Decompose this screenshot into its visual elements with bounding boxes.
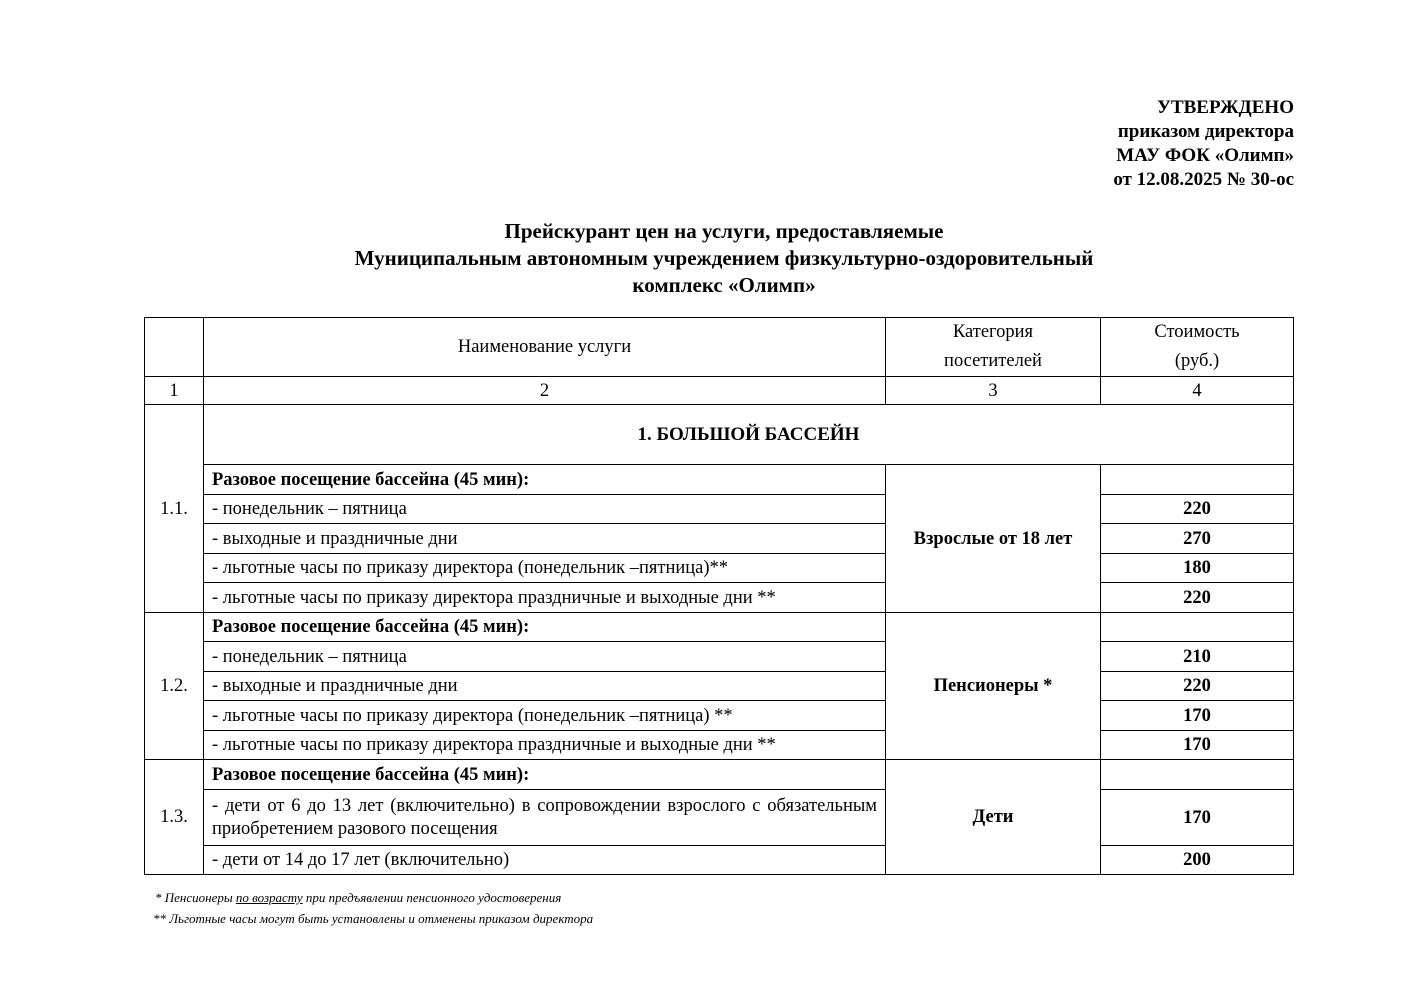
header-cost bbox=[1101, 318, 1294, 377]
section-title: 1. БОЛЬШОЙ БАССЕЙН bbox=[204, 405, 1294, 465]
service-name: - дети от 6 до 13 лет (включительно) в сопровождении взрослого с обязательным приобретением разового посещения bbox=[204, 790, 886, 846]
column-number-2: 2 bbox=[204, 377, 886, 405]
service-name: - понедельник – пятница bbox=[204, 642, 886, 672]
price-value: 220 bbox=[1101, 495, 1294, 524]
footnote-1-prefix: * Пенсионеры bbox=[155, 890, 236, 905]
group-heading: Разовое посещение бассейна (45 мин): bbox=[204, 760, 886, 790]
table-row bbox=[145, 731, 1294, 760]
header-category-line-1: Категория bbox=[952, 322, 1034, 342]
footnote-1-underlined: по возрасту bbox=[235, 890, 303, 905]
service-name: - дети от 14 до 17 лет (включительно) bbox=[204, 846, 886, 875]
price-value: 200 bbox=[1101, 846, 1294, 875]
document-title bbox=[144, 218, 1304, 299]
price-cell-empty bbox=[1101, 760, 1294, 790]
approval-order-date-number: от 12.08.2025 № 30-ос bbox=[1113, 169, 1294, 190]
group-heading: Разовое посещение бассейна (45 мин): bbox=[204, 465, 886, 495]
service-name: - выходные и праздничные дни bbox=[204, 524, 886, 554]
service-name: - льготные часы по приказу директора (понедельник –пятница) ** bbox=[204, 701, 886, 731]
price-value: 270 bbox=[1101, 524, 1294, 554]
price-table bbox=[144, 317, 1294, 875]
table-row bbox=[145, 672, 1294, 701]
visitor-category: Пенсионеры * bbox=[886, 613, 1101, 760]
table-row bbox=[145, 613, 1294, 642]
visitor-category: Дети bbox=[886, 760, 1101, 875]
header-number-cell bbox=[145, 318, 204, 377]
table-row bbox=[145, 554, 1294, 583]
title-line-2: Муниципальным автономным учреждением физкультурно-оздоровительный bbox=[354, 246, 1094, 270]
group-number: 1.2. bbox=[145, 613, 204, 760]
table-row bbox=[145, 583, 1294, 613]
section-row bbox=[145, 405, 1294, 465]
table-row bbox=[145, 760, 1294, 790]
price-value: 180 bbox=[1101, 554, 1294, 583]
table-row bbox=[145, 465, 1294, 495]
price-value: 170 bbox=[1101, 790, 1294, 846]
group-number: 1.1. bbox=[145, 405, 204, 613]
service-name: - льготные часы по приказу директора праздничные и выходные дни ** bbox=[204, 731, 886, 760]
column-number-1: 1 bbox=[145, 377, 204, 405]
column-number-3: 3 bbox=[886, 377, 1101, 405]
table-row bbox=[145, 524, 1294, 554]
table-row bbox=[145, 701, 1294, 731]
column-number-4: 4 bbox=[1101, 377, 1294, 405]
table-row bbox=[145, 642, 1294, 672]
footnote-1-suffix: при предъявлении пенсионного удостоверения bbox=[302, 890, 562, 905]
header-service-name: Наименование услуги bbox=[204, 318, 886, 377]
approval-organization: МАУ ФОК «Олимп» bbox=[1116, 145, 1294, 166]
header-visitor-category bbox=[886, 318, 1101, 377]
approval-order-line: приказом директора bbox=[1117, 121, 1294, 142]
table-row bbox=[145, 790, 1294, 846]
group-heading: Разовое посещение бассейна (45 мин): bbox=[204, 613, 886, 642]
service-name: - льготные часы по приказу директора (понедельник –пятница)** bbox=[204, 554, 886, 583]
price-value: 170 bbox=[1101, 731, 1294, 760]
approval-block bbox=[1113, 96, 1294, 192]
table-header-row bbox=[145, 318, 1294, 377]
column-numbers-row bbox=[145, 377, 1294, 405]
header-cost-line-2: (руб.) bbox=[1174, 351, 1220, 371]
service-name: - льготные часы по приказу директора праздничные и выходные дни ** bbox=[204, 583, 886, 613]
footnote-pensioners bbox=[155, 890, 561, 906]
price-value: 220 bbox=[1101, 583, 1294, 613]
price-value: 170 bbox=[1101, 701, 1294, 731]
price-cell-empty bbox=[1101, 465, 1294, 495]
table-row bbox=[145, 846, 1294, 875]
header-cost-line-1: Стоимость bbox=[1154, 322, 1240, 342]
footnote-discount-hours: ** Льготные часы могут быть установлены и отменены приказом директора bbox=[153, 911, 594, 926]
approval-stamp-title: УТВЕРЖДЕНО bbox=[1157, 97, 1294, 118]
title-line-1: Прейскурант цен на услуги, предоставляемые bbox=[504, 219, 944, 243]
service-name: - понедельник – пятница bbox=[204, 495, 886, 524]
price-value: 210 bbox=[1101, 642, 1294, 672]
header-category-line-2: посетителей bbox=[944, 351, 1042, 371]
group-number: 1.3. bbox=[145, 760, 204, 875]
price-value: 220 bbox=[1101, 672, 1294, 701]
title-line-3: комплекс «Олимп» bbox=[632, 273, 816, 297]
table-row bbox=[145, 495, 1294, 524]
visitor-category: Взрослые от 18 лет bbox=[886, 465, 1101, 613]
price-cell-empty bbox=[1101, 613, 1294, 642]
service-name: - выходные и праздничные дни bbox=[204, 672, 886, 701]
